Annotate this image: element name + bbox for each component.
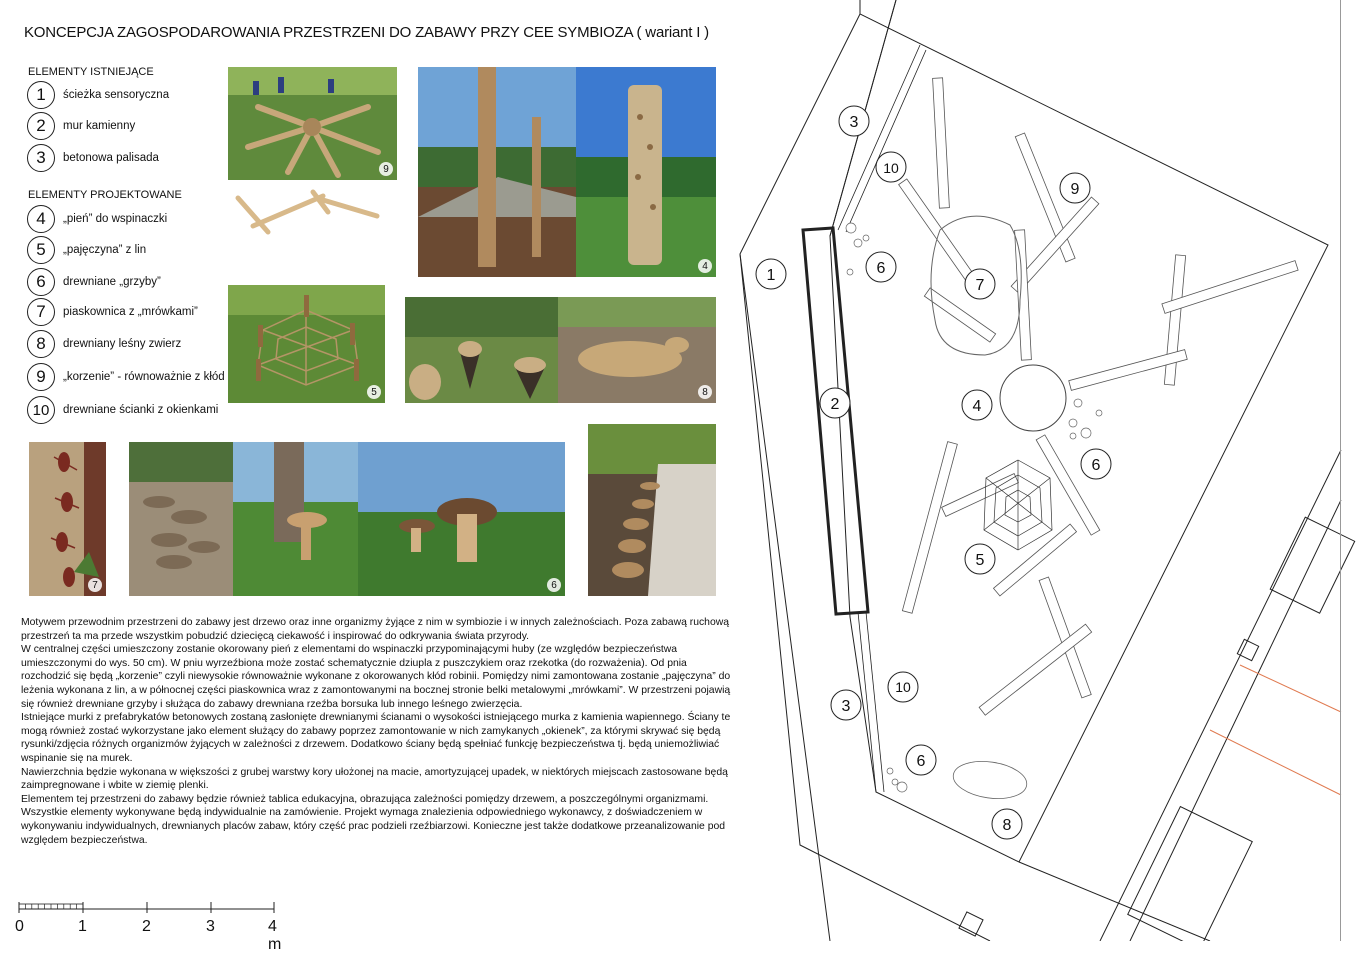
svg-text:6: 6 <box>1091 457 1101 474</box>
photo-number: 4 <box>698 259 712 273</box>
rope-web <box>984 460 1052 550</box>
legend-item-3 <box>27 143 159 173</box>
legend-label: betonowa palisada <box>63 152 159 164</box>
photo-roots-illustration <box>228 67 397 180</box>
plan-label-3a <box>839 106 869 136</box>
svg-text:7: 7 <box>975 277 985 294</box>
legend-item-2 <box>27 111 135 141</box>
photo-number: 7 <box>88 578 102 592</box>
legend-item-5 <box>27 235 146 265</box>
legend-label: piaskownica z „mrówkami” <box>63 306 198 318</box>
photo-web-illustration <box>228 285 385 403</box>
stone-wall <box>803 228 868 614</box>
plan-label-10b <box>888 672 918 702</box>
page-title: KONCEPCJA ZAGOSPODAROWANIA PRZESTRZENI DO ZABAWY PRZY CEE SYMBIOZA ( wariant I ) <box>24 24 709 41</box>
svg-text:9: 9 <box>1070 181 1080 198</box>
legend-item-7 <box>27 297 198 327</box>
photo-path <box>588 424 716 596</box>
site-plan <box>735 0 1367 941</box>
photo-animals-illustration <box>405 297 716 403</box>
trunk-circle <box>1000 365 1066 431</box>
legend-label: ścieżka sensoryczna <box>63 89 170 101</box>
svg-text:3: 3 <box>841 698 851 715</box>
photo-number: 9 <box>379 162 393 176</box>
svg-text:3: 3 <box>849 114 859 131</box>
svg-text:1: 1 <box>766 267 776 284</box>
plan-label-6a <box>866 252 896 282</box>
plan-label-6c <box>906 745 936 775</box>
legend-number: 7 <box>27 298 55 326</box>
legend-number: 10 <box>27 396 55 424</box>
svg-text:10: 10 <box>895 679 911 695</box>
legend-number: 2 <box>27 112 55 140</box>
scale-label: 2 <box>142 918 151 935</box>
plan-label-6b <box>1081 449 1111 479</box>
svg-text:6: 6 <box>916 753 926 770</box>
existing-heading: ELEMENTY ISTNIEJĄCE <box>28 66 154 78</box>
log-sketch <box>233 188 381 238</box>
plan-label-4 <box>962 390 992 420</box>
plan-label-8 <box>992 809 1022 839</box>
badger-outline <box>951 757 1029 803</box>
play-area-outline <box>830 0 1328 862</box>
photo-mushrooms-illustration <box>129 442 565 596</box>
svg-text:5: 5 <box>975 552 985 569</box>
photo-roots <box>228 67 397 180</box>
legend-label: „pień” do wspinaczki <box>63 213 168 225</box>
photo-web <box>228 285 385 403</box>
photo-trunk-illustration <box>418 67 716 277</box>
legend-number: 9 <box>27 363 55 391</box>
description-paragraph: Elementem tej przestrzeni do zabawy będzie również tablica edukacyjna, obrazująca zależności pomiędzy drzewem, a poszczególnymi organizmami. <box>21 793 709 805</box>
legend-number: 1 <box>27 81 55 109</box>
legend-number: 3 <box>27 144 55 172</box>
legend-item-6 <box>27 267 161 297</box>
photo-mushrooms <box>129 442 565 596</box>
legend-number: 4 <box>27 205 55 233</box>
photo-ants-illustration <box>29 442 106 596</box>
photo-number: 6 <box>547 578 561 592</box>
plan-label-5 <box>965 544 995 574</box>
legend-label: „pajęczyna” z lin <box>63 244 147 256</box>
svg-text:6: 6 <box>876 260 886 277</box>
legend-item-8 <box>27 329 181 359</box>
legend-number: 6 <box>27 268 55 296</box>
svg-text:10: 10 <box>883 160 899 176</box>
description-paragraph: W centralnej części umieszczony zostanie okorowany pień z elementami do wspinaczki przypominającymi huby (ze względów bezpieczeństwa umieszczonymi do wys. 50 cm). W pniu wyrzeźbiona może zostać schematycznie dziupla z puszczykiem oraz rzekotka (do rozważenia). Od pnia rozchodzić się będą „korzenie” czyli niewysokie równoważnie wykonane z okorowanych kłód robinii. Pomiędzy nimi zamontowana zostanie „pajęczyna” do leżenia wykonana z lin, a w północnej części piaskownica wraz z zamontowanymi na bocznej stronie belki metalowymi „mrówkami”. W przestrzeni pojawią się również drewniane grzyby i służąca do zabawy drewniana rzeźba borsuka lub innego leśnego zwierzęcia. <box>21 644 731 710</box>
plan-label-10a <box>876 152 906 182</box>
photo-trunk <box>418 67 716 277</box>
legend-label: drewniane ścianki z okienkami <box>63 404 219 416</box>
scale-label: 3 <box>206 918 215 935</box>
plan-label-1 <box>756 259 786 289</box>
legend-item-1 <box>27 80 169 110</box>
legend-item-4 <box>27 204 167 234</box>
legend-item-9 <box>27 362 225 392</box>
scale-label: 1 <box>78 918 87 935</box>
plan-label-7 <box>965 269 995 299</box>
scale-bar <box>15 900 282 953</box>
svg-text:2: 2 <box>830 396 840 413</box>
legend-label: mur kamienny <box>63 120 136 132</box>
svg-text:4: 4 <box>972 398 982 415</box>
description-paragraph: Wszystkie elementy wykonywane będą indywidualnie na zamówienie. Projekt wymaga znalezienia odpowiedniego wykonawcy, z doświadczeniem w wykonywaniu indywidualnych, drewnianych placów zabaw, który część prac podzieli rzeźbiarzowi. Konieczne jest także dodatkowe przeanalizowanie pod względem bezpieczeństwa. <box>21 807 726 846</box>
page-edge <box>1340 0 1341 941</box>
designed-heading: ELEMENTY PROJEKTOWANE <box>28 189 182 201</box>
legend-label: drewniany leśny zwierz <box>63 338 182 350</box>
legend-label: „korzenie” - równoważnie z kłód <box>63 371 225 383</box>
scale-label: 4 m <box>268 918 282 953</box>
plan-label-9 <box>1060 173 1090 203</box>
photo-number: 8 <box>698 385 712 399</box>
plan-label-3b <box>831 690 861 720</box>
description-paragraph: Motywem przewodnim przestrzeni do zabawy jest drzewo oraz inne organizmy żyjące z nim w symbiozie i w innych zależnościach. Poza zabawą ruchową przestrzeń ta ma przede wszystkim pobudzić dziecięcą ciekawość i inspirować do odkrywania świata przyrody. <box>21 617 730 642</box>
legend-number: 8 <box>27 330 55 358</box>
legend-label: drewniane „grzyby” <box>63 276 161 288</box>
plan-label-2 <box>820 388 850 418</box>
description-paragraph: Nawierzchnia będzie wykonana w większości z grubej warstwy kory ułożonej na macie, amortyzującej upadek, w niektórych miejscach zastosowane będą zaimpregnowane i wbite w ziemię plenki. <box>21 766 728 792</box>
photo-ants <box>29 442 106 596</box>
photo-path-illustration <box>588 424 716 596</box>
svg-text:8: 8 <box>1002 817 1012 834</box>
legend-number: 5 <box>27 236 55 264</box>
description-paragraph: Istniejące murki z prefabrykatów betonowych zostaną zasłonięte drewnianymi ścianami o wysokości istniejącego murka z kamienia wapiennego. Ściany te mogą również zostać wykorzystane jako element służący do zabawy poprzez zamontowanie w nich zamykanych „okienek”, za którymi skrywać się będą rysunki/zdjęcia różnych organizmów żyjących w zależności z drzewem. Dodatkowo ściany będą spełniać funkcję bezpieczeństwa tj. będą uniemożliwiać wspinanie się na murek. <box>21 712 731 764</box>
photo-number: 5 <box>367 385 381 399</box>
description <box>21 616 731 847</box>
scale-label: 0 <box>15 918 24 935</box>
legend-item-10 <box>27 395 218 425</box>
photo-animals <box>405 297 716 403</box>
